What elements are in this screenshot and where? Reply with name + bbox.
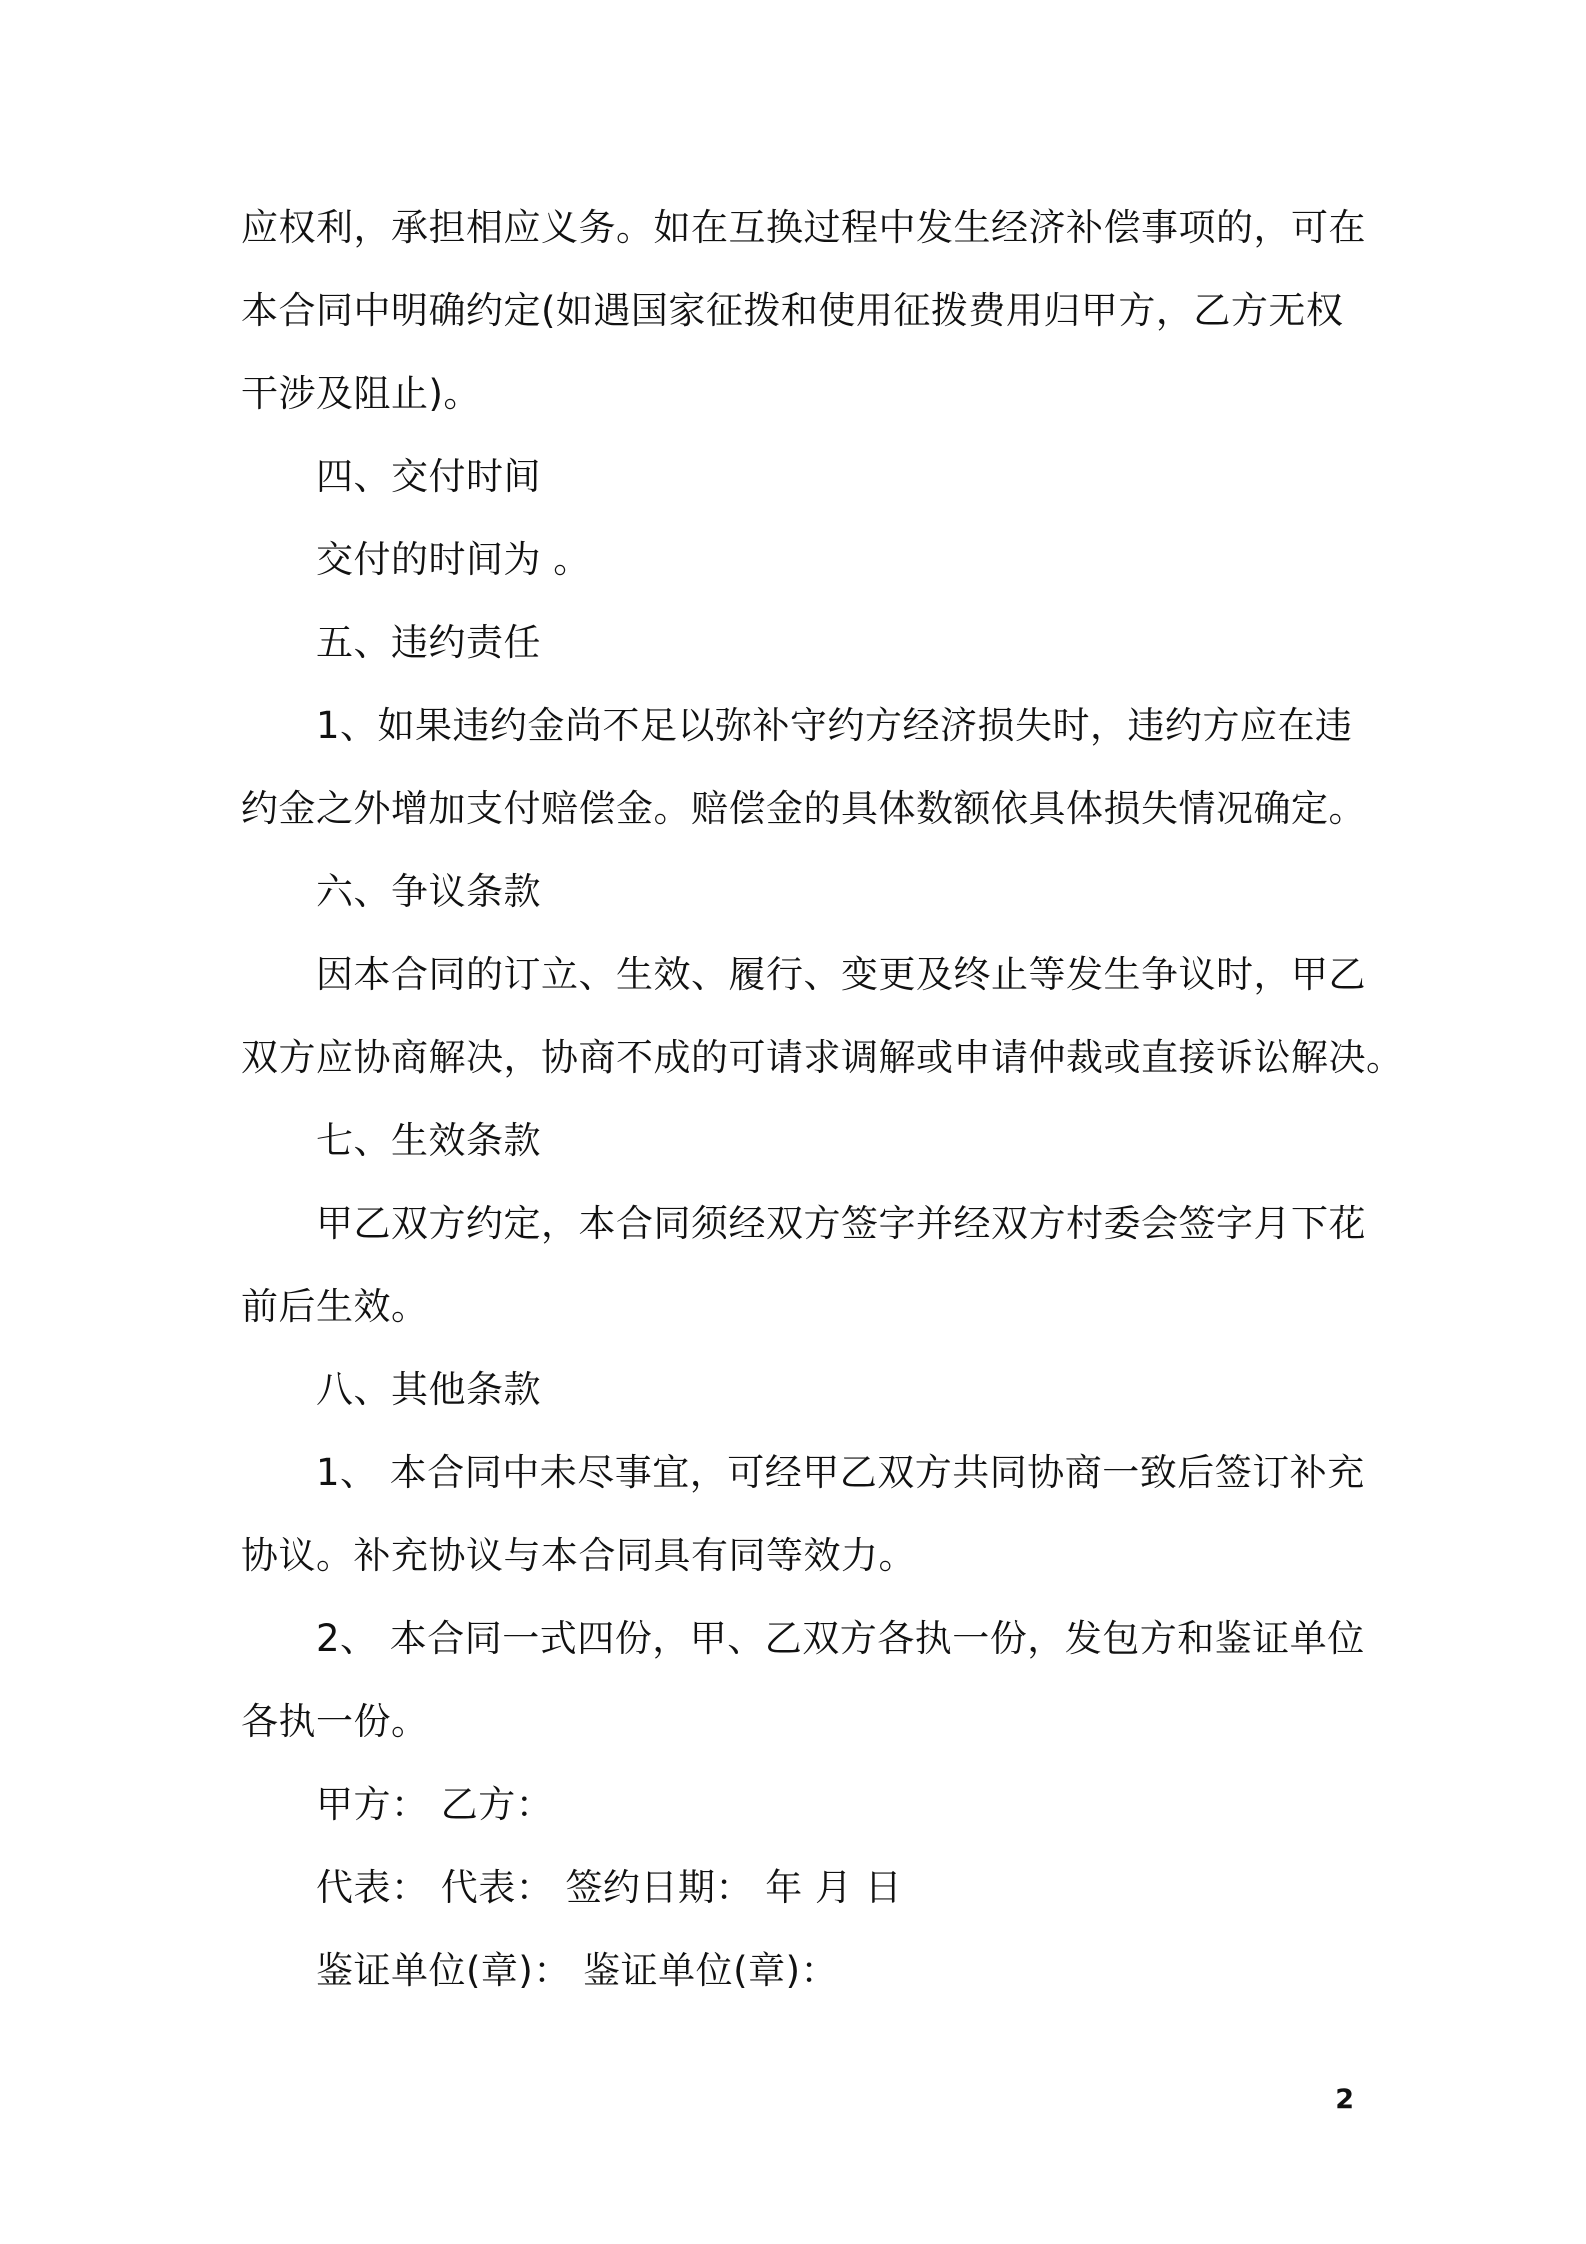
body-text-line: 本合同中明确约定(如遇国家征拨和使用征拨费用归甲方，乙方无权 [241,289,1344,332]
body-text-line: 干涉及阻止)。 [241,372,481,415]
body-text-line: 甲乙双方约定，本合同须经双方签字并经双方村委会签字月下花 [316,1202,1366,1245]
body-text-line: 各执一份。 [241,1700,429,1743]
body-text-line: 1、 本合同中未尽事宜，可经甲乙双方共同协商一致后签订补充 [316,1451,1365,1494]
signature-line: 代表： 代表： 签约日期： 年 月 日 [316,1866,903,1909]
signature-line: 鉴证单位(章)： 鉴证单位(章)： [316,1949,839,1992]
section-heading: 四、交付时间 [316,455,541,498]
section-heading: 八、其他条款 [316,1368,541,1411]
signature-line: 甲方： 乙方： [316,1783,554,1826]
section-heading: 七、生效条款 [316,1119,541,1162]
body-text-line: 约金之外增加支付赔偿金。赔偿金的具体数额依具体损失情况确定。 [241,787,1366,830]
body-text-line: 应权利，承担相应义务。如在互换过程中发生经济补偿事项的，可在 [241,206,1366,249]
body-text-line: 1、如果违约金尚不足以弥补守约方经济损失时，违约方应在违 [316,704,1353,747]
body-text-line: 双方应协商解决，协商不成的可请求调解或申请仲裁或直接诉讼解决。 [241,1036,1404,1079]
section-heading: 六、争议条款 [316,870,541,913]
body-text-line: 前后生效。 [241,1285,429,1328]
body-text-line: 2、 本合同一式四份，甲、乙双方各执一份，发包方和鉴证单位 [316,1617,1365,1660]
section-heading: 五、违约责任 [316,621,541,664]
body-text-line: 协议。补充协议与本合同具有同等效力。 [241,1534,916,1577]
page-number: 2 [1335,2084,1354,2115]
body-text-line: 交付的时间为 。 [316,538,591,581]
body-text-line: 因本合同的订立、生效、履行、变更及终止等发生争议时，甲乙 [316,953,1366,996]
